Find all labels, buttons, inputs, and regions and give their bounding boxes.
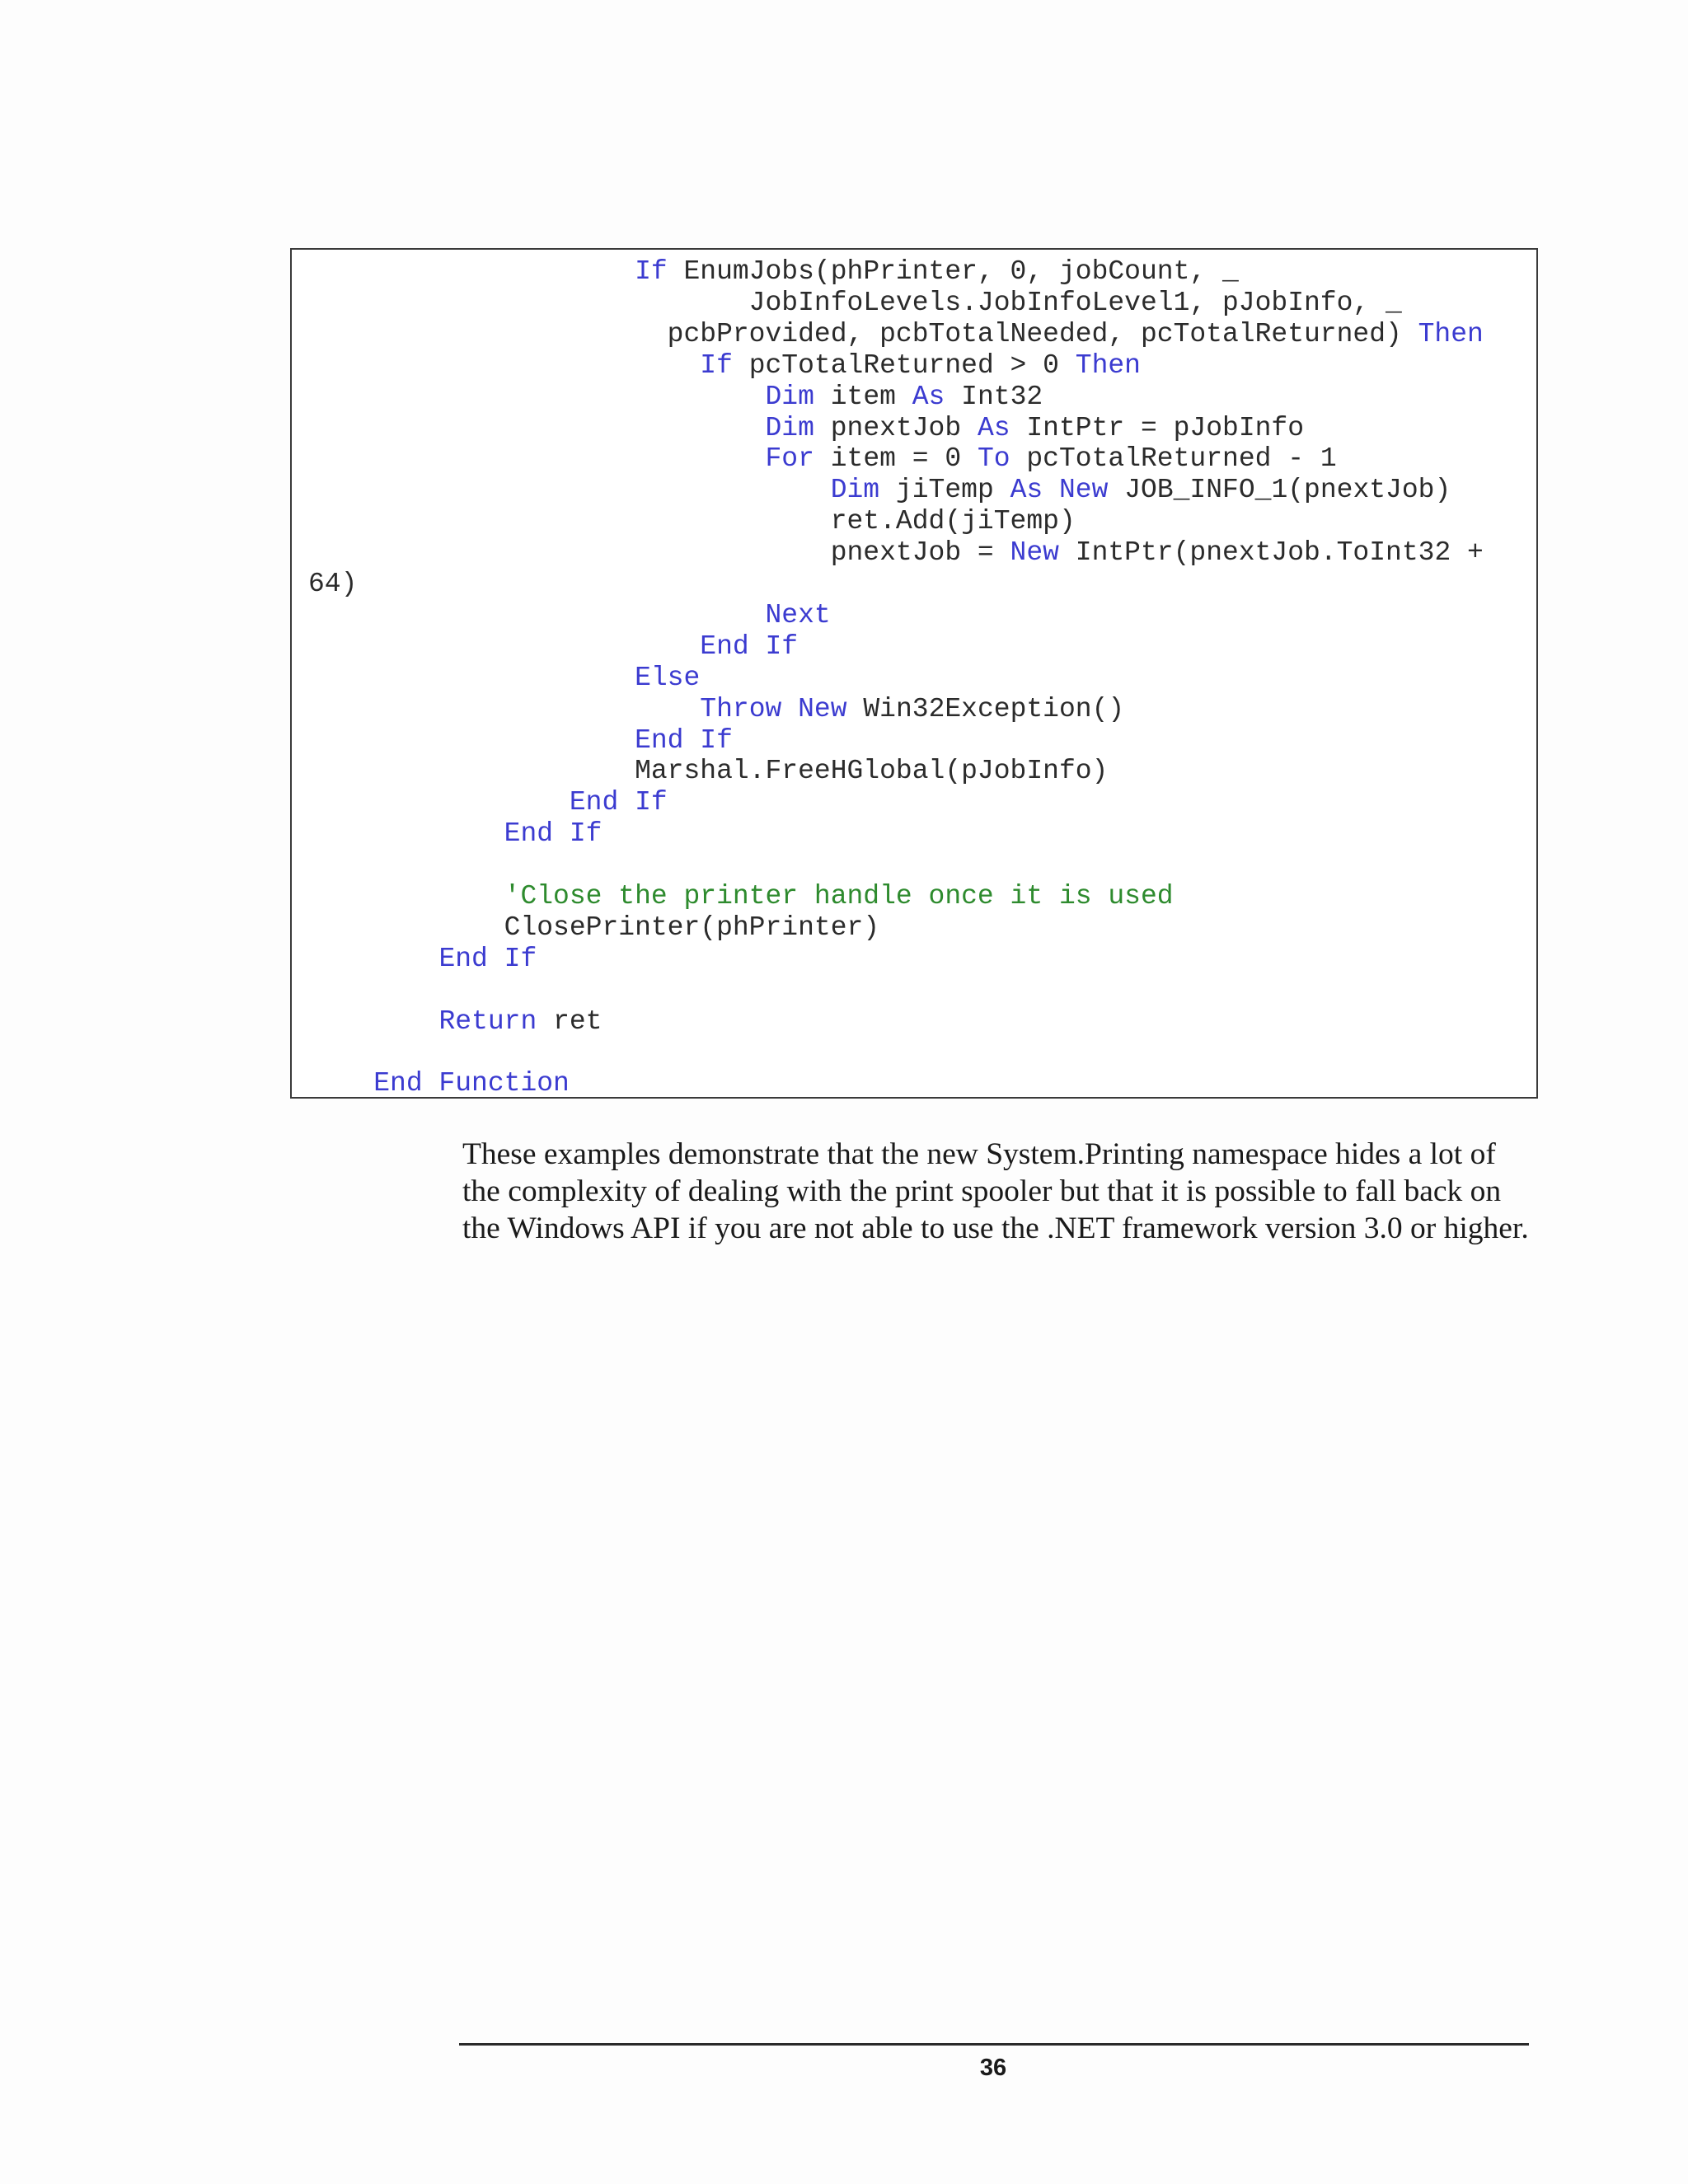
code-text: 64) [308,569,358,599]
code-text: Marshal.FreeHGlobal(pJobInfo) [308,756,1109,787]
code-line [308,818,602,850]
code-text [308,1006,438,1037]
code-keyword: End Function [373,1068,570,1099]
code-line [308,756,1108,787]
code-keyword: Dim [830,475,880,506]
code-text: Int32 [945,381,1043,412]
code-text: item [814,381,912,412]
code-text [308,694,700,724]
code-line [308,881,1174,912]
code-text: Win32Exception() [846,693,1125,724]
code-text [308,787,570,818]
code-text: ret [537,1005,603,1037]
footer-divider [459,2043,1529,2046]
code-text [308,1068,373,1099]
code-keyword: Return [438,1005,537,1037]
code-line [308,288,1402,319]
code-text: pcTotalReturned - 1 [1010,443,1337,475]
code-line [308,694,1124,725]
code-text [308,350,700,381]
code-text [308,944,438,974]
code-text: pnextJob [814,412,978,443]
code-line [308,537,1484,569]
code-keyword: New [798,693,847,724]
code-line [308,1006,602,1038]
code-keyword: As [912,381,945,412]
code-keyword: As [1010,475,1043,506]
code-line [308,475,1451,506]
code-text: IntPtr = pJobInfo [1010,412,1305,443]
code-line [308,413,1304,444]
code-text: pcTotalReturned > 0 [732,349,1076,381]
code-keyword: Throw [700,693,782,724]
code-keyword: To [977,443,1010,475]
code-keyword: For [765,443,814,475]
code-text: ClosePrinter(phPrinter) [308,912,880,943]
code-keyword: If [700,349,733,381]
code-keyword: Then [1075,349,1141,381]
code-keyword: Then [1418,318,1484,349]
code-line [308,319,1484,350]
code-keyword: End If [635,724,733,756]
code-text [308,725,635,756]
code-text [308,443,766,474]
code-text [308,600,766,630]
code-text: jiTemp [879,475,1010,506]
page-number: 36 [979,2055,1007,2081]
code-line [308,944,537,975]
code-text [308,475,831,505]
code-text [308,818,504,849]
code-text [308,631,700,662]
code-line [308,443,1337,475]
code-keyword: End If [504,818,603,850]
code-keyword: Next [765,599,831,630]
code-line [308,1068,570,1099]
code-line [308,382,1043,413]
code-keyword: Dim [765,412,814,443]
code-line [308,256,1239,288]
code-comment: 'Close the printer handle once it is used [504,881,1174,912]
code-keyword: Else [635,662,701,693]
code-text [308,881,504,912]
body-paragraph: These examples demonstrate that the new System.Printing namespace hides a lot of the complexity of dealing with the print spooler but that it is possible to fall back on the Windows API if you are not able to use the .NET framework version 3.0 or higher. [462,1137,1529,1245]
code-line [308,663,700,694]
code-keyword: New [1058,475,1109,506]
code-text: JOB_INFO_1(pnextJob) [1108,475,1451,506]
code-text [781,694,798,724]
code-line [308,725,733,757]
code-text: pcbProvided, pcbTotalNeeded, pcTotalReturned) [308,318,1418,349]
code-keyword: End If [569,787,668,818]
code-keyword: End If [700,630,799,662]
code-text [308,256,635,287]
code-text [308,382,766,412]
code-keyword: End If [438,943,537,974]
code-line [308,506,1076,537]
code-line [308,631,798,663]
code-keyword: Dim [765,381,814,412]
code-line [308,912,879,944]
code-line [308,350,1141,382]
code-text: pnextJob = [308,537,1010,569]
code-line [308,600,831,631]
code-listing [290,248,1538,1099]
code-keyword: New [1010,537,1059,569]
code-line [308,787,668,818]
code-text: IntPtr(pnextJob.ToInt32 + [1058,537,1484,569]
code-text [1043,475,1059,505]
code-keyword: As [977,412,1010,443]
code-text [308,413,766,443]
code-keyword: If [635,256,668,287]
code-text: ret.Add(jiTemp) [308,506,1076,537]
code-text [308,663,635,693]
code-text: JobInfoLevels.JobInfoLevel1, pJobInfo, _ [308,287,1402,318]
code-text: item = 0 [814,443,978,475]
code-text: EnumJobs(phPrinter, 0, jobCount, _ [667,256,1239,287]
code-line [308,569,357,600]
